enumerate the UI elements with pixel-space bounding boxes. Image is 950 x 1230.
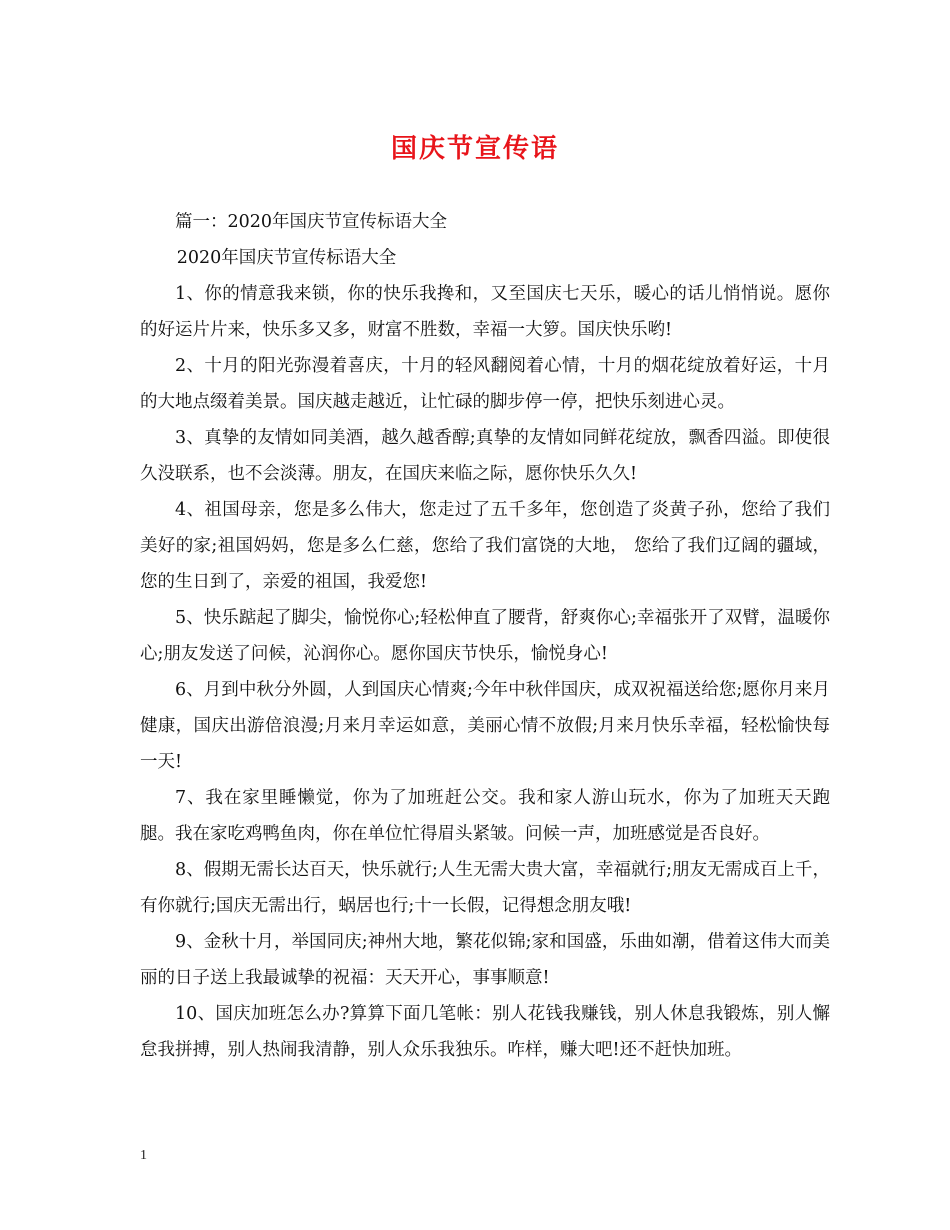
document-title: 国庆节宣传语 (390, 134, 559, 164)
paragraph: 7、我在家里睡懒觉，你为了加班赶公交。我和家人游山玩水，你为了加班天天跑腿。我在家吃鸡鸭鱼肉，你在单位忙得眉头紧皱。问候一声，加班感觉是否良好。 (140, 788, 830, 844)
paragraph: 1、你的情意我来锁，你的快乐我搀和，又至国庆七天乐，暖心的话儿悄悄说。愿你的好运片片来，快乐多又多，财富不胜数，幸福一大箩。国庆快乐哟! (140, 284, 830, 340)
paragraph: 8、假期无需长达百天，快乐就行;人生无需大贵大富，幸福就行;朋友无需成百上千，有你就行;国庆无需出行，蜗居也行;十一长假，记得想念朋友哦! (140, 860, 830, 916)
paragraph: 4、祖国母亲，您是多么伟大，您走过了五千多年，您创造了炎黄子孙，您给了我们美好的家;祖国妈妈，您是多么仁慈，您给了我们富饶的大地， 您给了我们辽阔的疆域，您的生日到了，亲爱的祖国，我爱您! (140, 500, 830, 592)
paragraph: 6、月到中秋分外圆，人到国庆心情爽;今年中秋伴国庆，成双祝福送给您;愿你月来月健康，国庆出游倍浪漫;月来月幸运如意，美丽心情不放假;月来月快乐幸福，轻松愉快每一天! (140, 680, 830, 772)
paragraph: 10、国庆加班怎么办?算算下面几笔帐：别人花钱我赚钱，别人休息我锻炼，别人懈怠我拼搏，别人热闹我清静，别人众乐我独乐。咋样，赚大吧!还不赶快加班。 (140, 1004, 830, 1060)
section-heading: 篇一：2020年国庆节宣传标语大全 (175, 212, 448, 232)
paragraph: 2、十月的阳光弥漫着喜庆，十月的轻风翻阅着心情，十月的烟花绽放着好运，十月的大地点缀着美景。国庆越走越近，让忙碌的脚步停一停，把快乐刻进心灵。 (140, 356, 830, 412)
document-body (140, 204, 830, 1068)
page-number: 1 (140, 1148, 147, 1163)
paragraph: 5、快乐踮起了脚尖，愉悦你心;轻松伸直了腰背，舒爽你心;幸福张开了双臂，温暖你心;朋友发送了问候，沁润你心。愿你国庆节快乐，愉悦身心! (140, 608, 830, 664)
paragraph: 9、金秋十月，举国同庆;神州大地，繁花似锦;家和国盛，乐曲如潮，借着这伟大而美丽的日子送上我最诚挚的祝福：天天开心，事事顺意! (140, 932, 830, 988)
subheading: 2020年国庆节宣传标语大全 (176, 248, 397, 268)
paragraph: 3、真挚的友情如同美酒，越久越香醇;真挚的友情如同鲜花绽放，飘香四溢。即使很久没联系，也不会淡薄。朋友，在国庆来临之际，愿你快乐久久! (140, 428, 830, 484)
